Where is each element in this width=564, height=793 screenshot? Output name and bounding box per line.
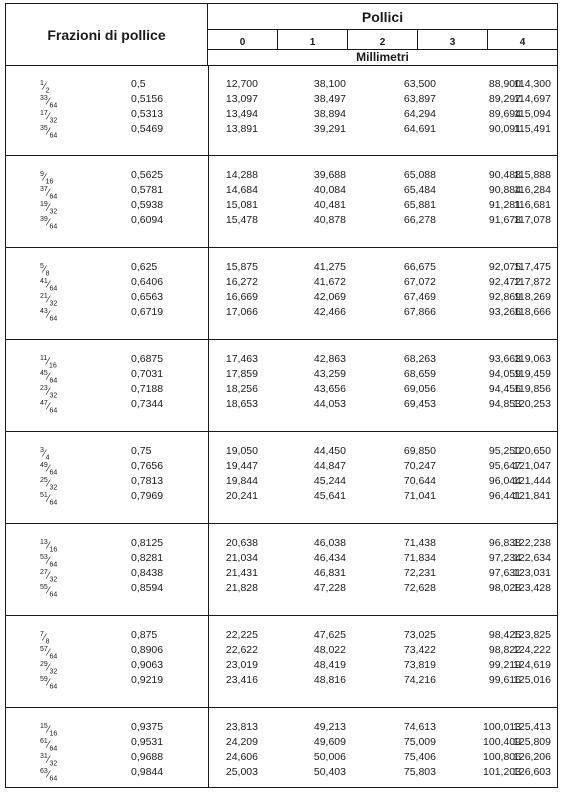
mm-cell: 100,013 [483, 721, 521, 733]
fraction-cell: $^7⁄_8$ [40, 631, 50, 646]
mm-cell: 116,284 [513, 184, 551, 196]
mm-cell: 101,203 [483, 766, 521, 778]
mm-cell: 49,609 [313, 736, 346, 748]
mm-cell: 98,425 [488, 629, 521, 641]
mm-cell: 73,025 [403, 629, 436, 641]
decimal-cell: 0,8594 [131, 582, 164, 594]
mm-cell: 44,450 [313, 445, 346, 457]
mm-cell: 24,209 [225, 736, 258, 748]
row-group [6, 66, 557, 156]
mm-cell: 116,681 [513, 199, 551, 211]
row-group [6, 523, 557, 616]
fraction-cell: $^{47}⁄_{64}$ [40, 400, 58, 415]
decimal-cell: 0,7344 [131, 398, 164, 410]
mm-cell: 120,253 [513, 398, 551, 410]
mm-cell: 18,653 [225, 398, 258, 410]
mm-cell: 14,684 [225, 184, 258, 196]
decimal-cell: 0,7969 [131, 490, 164, 502]
mm-cell: 96,044 [488, 475, 521, 487]
mm-cell: 65,484 [403, 184, 436, 196]
mm-cell: 121,047 [513, 460, 551, 472]
mm-cell: 65,881 [403, 199, 436, 211]
decimal-cell: 0,8906 [131, 644, 164, 656]
mm-cell: 123,428 [513, 582, 551, 594]
inches-header-block [208, 4, 557, 66]
table-row [6, 657, 557, 676]
table-row [6, 289, 557, 308]
mm-cell: 38,497 [313, 93, 346, 105]
table-row [6, 627, 557, 646]
mm-cell: 49,213 [313, 721, 346, 733]
mm-cell: 90,091 [488, 123, 521, 135]
mm-cell: 18,256 [225, 383, 258, 395]
mm-cell: 15,875 [225, 261, 258, 273]
fraction-cell: $^{15}⁄_{16}$ [40, 723, 58, 738]
mm-cell: 48,022 [313, 644, 346, 656]
mm-cell: 74,613 [403, 721, 436, 733]
mm-cell: 14,288 [225, 169, 258, 181]
mm-cell: 13,097 [225, 93, 258, 105]
row-group [6, 247, 557, 340]
mm-cell: 92,869 [488, 291, 521, 303]
row-group [6, 431, 557, 524]
mm-cell: 66,675 [403, 261, 436, 273]
table-row [6, 304, 557, 323]
row-group [6, 155, 557, 248]
decimal-cell: 0,9375 [131, 721, 164, 733]
mm-cell: 38,894 [313, 108, 346, 120]
mm-cell: 71,438 [403, 537, 436, 549]
mm-cell: 41,275 [313, 261, 346, 273]
mm-cell: 12,700 [225, 78, 258, 90]
mm-cell: 23,019 [225, 659, 258, 671]
mm-cell: 68,263 [403, 353, 436, 365]
table-row [6, 672, 557, 691]
fraction-cell: $^{39}⁄_{64}$ [40, 216, 58, 231]
millimeters-header: Millimetri [356, 49, 409, 64]
decimal-cell: 0,9688 [131, 751, 164, 763]
mm-cell: 42,069 [313, 291, 346, 303]
fraction-cell: $^{23}⁄_{32}$ [40, 385, 58, 400]
table-row [6, 91, 557, 110]
fraction-cell: $^{43}⁄_{64}$ [40, 308, 58, 323]
decimal-cell: 0,9531 [131, 736, 164, 748]
fraction-cell: $^{51}⁄_{64}$ [40, 492, 58, 507]
mm-cell: 69,850 [403, 445, 436, 457]
mm-cell: 91,281 [488, 199, 521, 211]
decimal-cell: 0,625 [131, 261, 158, 273]
mm-cell: 88,900 [488, 78, 521, 90]
mm-cell: 125,016 [513, 674, 551, 686]
mm-cell: 64,294 [403, 108, 436, 120]
mm-cell: 50,006 [313, 751, 346, 763]
decimal-cell: 0,5625 [131, 169, 164, 181]
mm-cell: 99,219 [488, 659, 521, 671]
decimal-cell: 0,7656 [131, 460, 164, 472]
fraction-cell: $^{37}⁄_{64}$ [40, 186, 58, 201]
decimal-cell: 0,75 [131, 445, 152, 457]
table-row [6, 259, 557, 278]
fraction-cell: $^{27}⁄_{32}$ [40, 569, 58, 584]
mm-cell: 65,088 [403, 169, 436, 181]
fraction-cell: $^{33}⁄_{64}$ [40, 95, 58, 110]
mm-cell: 17,859 [225, 368, 258, 380]
table-row [6, 642, 557, 661]
mm-cell: 42,863 [313, 353, 346, 365]
column-header-1: 1 [277, 30, 347, 49]
column-header-0: 0 [239, 37, 246, 48]
mm-cell: 123,825 [513, 629, 551, 641]
table-row [6, 565, 557, 584]
fraction-cell: $^{63}⁄_{64}$ [40, 768, 58, 783]
table-row [6, 443, 557, 462]
mm-cell: 115,888 [513, 169, 551, 181]
mm-cell: 42,466 [313, 306, 346, 318]
mm-cell: 124,222 [513, 644, 551, 656]
mm-cell: 118,269 [513, 291, 551, 303]
mm-cell: 16,272 [225, 276, 258, 288]
table-row [6, 121, 557, 140]
mm-cell: 20,638 [225, 537, 258, 549]
mm-cell: 19,447 [225, 460, 258, 472]
mm-cell: 48,419 [313, 659, 346, 671]
column-header-4: 4 [487, 30, 557, 49]
mm-cell: 40,878 [313, 214, 346, 226]
table-row [6, 381, 557, 400]
fraction-cell: $^{17}⁄_{32}$ [40, 110, 58, 125]
mm-cell: 115,491 [513, 123, 551, 135]
mm-cell: 47,625 [313, 629, 346, 641]
table-row [6, 106, 557, 125]
mm-cell: 40,481 [313, 199, 346, 211]
table-row [6, 76, 557, 95]
mm-cell: 48,816 [313, 674, 346, 686]
mm-cell: 124,619 [513, 659, 551, 671]
mm-cell: 16,669 [225, 291, 258, 303]
mm-cell: 114,697 [513, 93, 551, 105]
mm-cell: 71,834 [403, 552, 436, 564]
decimal-cell: 0,6406 [131, 276, 164, 288]
decimal-cell: 0,5156 [131, 93, 164, 105]
decimal-cell: 0,8125 [131, 537, 164, 549]
mm-cell: 121,841 [513, 490, 551, 502]
decimal-cell: 0,9844 [131, 766, 164, 778]
mm-cell: 40,084 [313, 184, 346, 196]
decimal-cell: 0,5 [131, 78, 146, 90]
mm-cell: 96,441 [488, 490, 521, 502]
table-row [6, 734, 557, 753]
mm-cell: 13,494 [225, 108, 258, 120]
mm-cell: 117,872 [513, 276, 551, 288]
mm-cell: 126,603 [513, 766, 551, 778]
mm-cell: 125,809 [513, 736, 551, 748]
fractions-header: Frazioni di pollice [6, 4, 208, 66]
mm-cell: 47,228 [313, 582, 346, 594]
table-row [6, 473, 557, 492]
mm-cell: 71,041 [403, 490, 436, 502]
fraction-cell: $^{41}⁄_{64}$ [40, 278, 58, 293]
mm-cell: 24,606 [225, 751, 258, 763]
mm-cell: 17,463 [225, 353, 258, 365]
mm-cell: 69,056 [403, 383, 436, 395]
table-row [6, 167, 557, 186]
fraction-cell: $^{45}⁄_{64}$ [40, 370, 58, 385]
decimal-cell: 0,7813 [131, 475, 164, 487]
decimal-cell: 0,5313 [131, 108, 164, 120]
fraction-cell: $^1⁄_2$ [40, 80, 50, 95]
mm-cell: 44,053 [313, 398, 346, 410]
fraction-cell: $^{25}⁄_{32}$ [40, 477, 58, 492]
row-group [6, 339, 557, 432]
decimal-cell: 0,9063 [131, 659, 164, 671]
table-row [6, 366, 557, 385]
fraction-cell: $^{53}⁄_{64}$ [40, 554, 58, 569]
mm-cell: 73,819 [403, 659, 436, 671]
mm-cell: 13,891 [225, 123, 258, 135]
mm-cell: 67,866 [403, 306, 436, 318]
mm-cell: 92,472 [488, 276, 521, 288]
mm-cell: 122,634 [513, 552, 551, 564]
decimal-cell: 0,8438 [131, 567, 164, 579]
mm-cell: 67,469 [403, 291, 436, 303]
mm-cell: 91,678 [488, 214, 521, 226]
fraction-cell: $^{57}⁄_{64}$ [40, 646, 58, 661]
mm-cell: 39,688 [313, 169, 346, 181]
mm-cell: 19,844 [225, 475, 258, 487]
table-row [6, 197, 557, 216]
table-row [6, 212, 557, 231]
mm-cell: 89,694 [488, 108, 521, 120]
mm-cell: 94,456 [488, 383, 521, 395]
mm-cell: 39,291 [313, 123, 346, 135]
mm-cell: 68,659 [403, 368, 436, 380]
mm-cell: 43,259 [313, 368, 346, 380]
mm-cell: 117,078 [513, 214, 551, 226]
row-group [6, 707, 557, 789]
fraction-cell: $^{29}⁄_{32}$ [40, 661, 58, 676]
fraction-cell: $^{11}⁄_{16}$ [40, 355, 57, 370]
mm-cell: 21,431 [225, 567, 258, 579]
row-group [6, 615, 557, 708]
mm-cell: 75,803 [403, 766, 436, 778]
mm-cell: 66,278 [403, 214, 436, 226]
table-body [6, 66, 557, 787]
fraction-cell: $^{59}⁄_{64}$ [40, 676, 58, 691]
column-header-2: 2 [347, 30, 417, 49]
mm-cell: 100,806 [483, 751, 521, 763]
table-row [6, 182, 557, 201]
mm-cell: 44,847 [313, 460, 346, 472]
mm-cell: 114,300 [513, 78, 551, 90]
table-row [6, 274, 557, 293]
table-row [6, 580, 557, 599]
fraction-cell: $^{49}⁄_{64}$ [40, 462, 58, 477]
decimal-cell: 0,6094 [131, 214, 164, 226]
mm-cell: 100,409 [483, 736, 521, 748]
mm-cell: 123,031 [513, 567, 551, 579]
decimal-cell: 0,7031 [131, 368, 164, 380]
mm-cell: 21,828 [225, 582, 258, 594]
mm-cell: 74,216 [403, 674, 436, 686]
decimal-cell: 0,5781 [131, 184, 164, 196]
mm-cell: 119,856 [513, 383, 551, 395]
mm-cell: 63,897 [403, 93, 436, 105]
mm-cell: 117,475 [513, 261, 551, 273]
mm-cell: 46,831 [313, 567, 346, 579]
mm-cell: 94,853 [488, 398, 521, 410]
mm-cell: 93,663 [488, 353, 521, 365]
mm-cell: 17,066 [225, 306, 258, 318]
mm-cell: 21,034 [225, 552, 258, 564]
fraction-cell: $^9⁄_{16}$ [40, 171, 54, 186]
decimal-cell: 0,6875 [131, 353, 164, 365]
mm-cell: 69,453 [403, 398, 436, 410]
mm-cell: 45,244 [313, 475, 346, 487]
table-row [6, 550, 557, 569]
table-row [6, 351, 557, 370]
mm-cell: 97,631 [488, 567, 521, 579]
mm-cell: 50,403 [313, 766, 346, 778]
decimal-cell: 0,8281 [131, 552, 164, 564]
mm-cell: 46,434 [313, 552, 346, 564]
mm-cell: 70,644 [403, 475, 436, 487]
mm-cell: 97,234 [488, 552, 521, 564]
mm-cell: 120,650 [513, 445, 551, 457]
mm-cell: 72,231 [403, 567, 436, 579]
fraction-cell: $^{35}⁄_{64}$ [40, 125, 58, 140]
mm-cell: 94,059 [488, 368, 521, 380]
table-row [6, 749, 557, 768]
table-row [6, 396, 557, 415]
mm-cell: 98,822 [488, 644, 521, 656]
mm-cell: 45,641 [313, 490, 346, 502]
mm-cell: 64,691 [403, 123, 436, 135]
table-row [6, 764, 557, 783]
mm-cell: 75,009 [403, 736, 436, 748]
decimal-cell: 0,9219 [131, 674, 164, 686]
decimal-cell: 0,6563 [131, 291, 164, 303]
mm-cell: 67,072 [403, 276, 436, 288]
table-row [6, 488, 557, 507]
mm-cell: 121,444 [513, 475, 551, 487]
mm-cell: 99,616 [488, 674, 521, 686]
mm-cell: 115,094 [513, 108, 551, 120]
conversion-table [5, 3, 558, 788]
mm-cell: 70,247 [403, 460, 436, 472]
mm-cell: 22,622 [225, 644, 258, 656]
mm-cell: 126,206 [513, 751, 551, 763]
table-row [6, 458, 557, 477]
inch-columns-header [208, 29, 557, 50]
mm-cell: 90,884 [488, 184, 521, 196]
mm-cell: 125,413 [513, 721, 551, 733]
mm-cell: 89,297 [488, 93, 521, 105]
mm-cell: 25,003 [225, 766, 258, 778]
mm-cell: 63,500 [403, 78, 436, 90]
column-header-3: 3 [417, 30, 487, 49]
mm-cell: 119,063 [513, 353, 551, 365]
mm-cell: 43,656 [313, 383, 346, 395]
fraction-cell: $^{61}⁄_{64}$ [40, 738, 58, 753]
fraction-cell: $^{55}⁄_{64}$ [40, 584, 58, 599]
decimal-cell: 0,7188 [131, 383, 164, 395]
inches-header: Pollici [361, 8, 404, 25]
fraction-cell: $^3⁄_4$ [40, 447, 50, 462]
mm-cell: 96,838 [488, 537, 521, 549]
mm-cell: 20,241 [225, 490, 258, 502]
mm-cell: 41,672 [313, 276, 346, 288]
mm-cell: 46,038 [313, 537, 346, 549]
mm-cell: 90,488 [488, 169, 521, 181]
mm-cell: 38,100 [313, 78, 346, 90]
mm-cell: 92,075 [488, 261, 521, 273]
mm-cell: 118,666 [513, 306, 551, 318]
fraction-cell: $^5⁄_8$ [40, 263, 50, 278]
mm-cell: 73,422 [403, 644, 436, 656]
mm-cell: 15,478 [225, 214, 258, 226]
mm-cell: 122,238 [513, 537, 551, 549]
decimal-cell: 0,6719 [131, 306, 164, 318]
fraction-cell: $^{13}⁄_{16}$ [40, 539, 58, 554]
fraction-cell: $^{31}⁄_{32}$ [40, 753, 58, 768]
mm-cell: 15,081 [225, 199, 258, 211]
decimal-cell: 0,5469 [131, 123, 164, 135]
decimal-cell: 0,5938 [131, 199, 164, 211]
fraction-cell: $^{19}⁄_{32}$ [40, 201, 58, 216]
mm-cell: 95,647 [488, 460, 521, 472]
mm-cell: 98,028 [488, 582, 521, 594]
mm-cell: 22,225 [225, 629, 258, 641]
decimal-cell: 0,875 [131, 629, 158, 641]
mm-cell: 72,628 [403, 582, 436, 594]
mm-cell: 119,459 [513, 368, 551, 380]
mm-cell: 23,813 [225, 721, 258, 733]
fraction-cell: $^{21}⁄_{32}$ [40, 293, 58, 308]
table-row [6, 719, 557, 738]
mm-cell: 93,266 [488, 306, 521, 318]
table-row [6, 535, 557, 554]
mm-cell: 95,250 [488, 445, 521, 457]
mm-cell: 19,050 [225, 445, 258, 457]
mm-cell: 23,416 [225, 674, 258, 686]
mm-cell: 75,406 [403, 751, 436, 763]
